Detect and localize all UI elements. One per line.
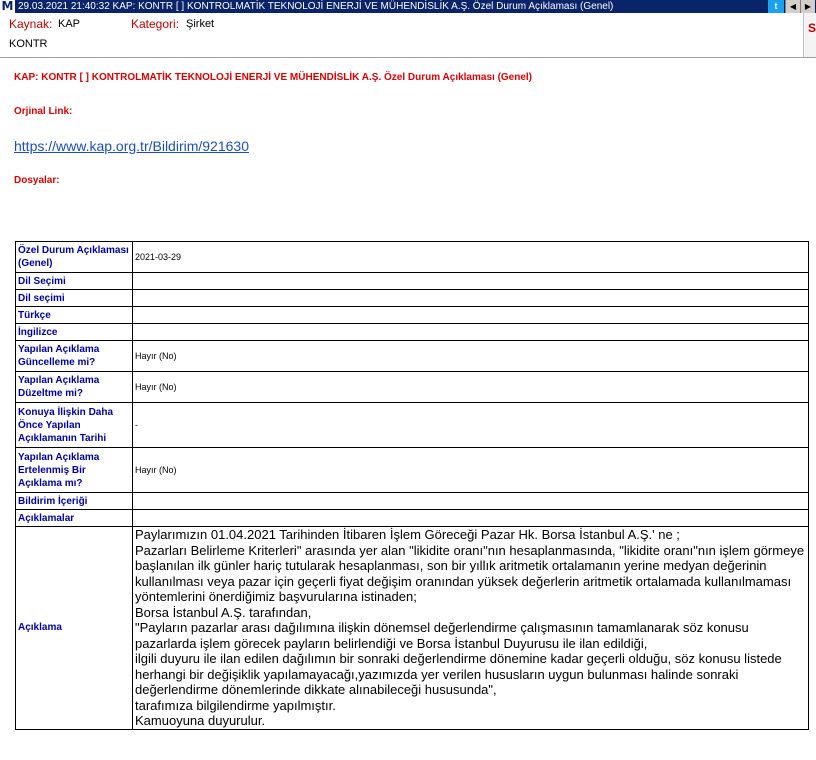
row-key: Bildirim İçeriği [16,493,133,510]
row-key: Yapılan Açıklama Düzeltme mi? [16,372,133,403]
row-key: Dil Seçimi [16,273,133,290]
table-row [16,307,809,324]
window-title: 29.03.2021 21:40:32 KAP: KONTR [ ] KONTROLMATİK TEKNOLOJİ ENERJİ VE MÜHENDİSLİK A.Ş. Özel Durum Açıklaması (Genel) [18,1,614,12]
description-key: Açıklama [16,527,133,730]
description-line: Kamuoyuna duyurulur. [135,713,266,728]
side-marker: S [808,21,816,35]
row-key: Konuya İlişkin Daha Önce Yapılan Açıklamanın Tarihi [16,403,133,448]
row-value: - [133,403,809,448]
row-value [133,493,809,510]
table-row [16,448,809,493]
title-bar [0,0,816,13]
description-line: "Payların pazarlar arası dağılımına ilişkin dönemsel değerlendirme çalışmasının tamamlanarak söz konusu pazarlarda işlem görecek payların belirlendiği ve Borsa İstanbul Duyurusu ile ilan edildiği, [135,620,749,651]
table-row [16,290,809,307]
row-key: Türkçe [16,307,133,324]
info-panel [0,13,816,58]
table-row [16,341,809,372]
files-label: Dosyalar: [14,175,60,186]
row-value: 2021-03-29 [133,242,809,273]
table-row [16,242,809,273]
row-key: Yapılan Açıklama Ertelenmiş Bir Açıklama mı? [16,448,133,493]
row-value [133,290,809,307]
row-value [133,510,809,527]
twitter-icon[interactable]: t [768,0,784,13]
row-value [133,273,809,290]
table-row [16,372,809,403]
description-line: tarafımıza bilgilendirme yapılmıştır. [135,697,336,713]
next-icon[interactable]: ▶ [800,0,815,13]
page-title: KAP: KONTR [ ] KONTROLMATİK TEKNOLOJİ ENERJİ VE MÜHENDİSLİK A.Ş. Özel Durum Açıklaması (Genel) [14,72,533,83]
description-line: Pazarları Belirleme Kriterleri" arasında yer alan "likidite oranı"nın hesaplanmasında, "likidite oranı"nın işlem görmeye başlanılan ilk günler hariç tutularak hesaplanması, son bir yıllık aritmetik ortalamanın yerine medyan değerinin kullanılması veya pazar için geçerli fiyat değişim oranından yüksek değerlerin aritmetik ortalamada kullanılmaması yöntemlerini önerdiğimiz başvurularına istinaden; [135,542,805,604]
row-value: Hayır (No) [133,341,809,372]
row-key: Yapılan Açıklama Güncelleme mi? [16,341,133,372]
original-link-label: Orjinal Link: [14,106,73,117]
row-value [133,324,809,341]
row-value: Hayır (No) [133,448,809,493]
app-logo-icon: M [1,0,14,13]
description-row [16,527,809,730]
row-key: Dil seçimi [16,290,133,307]
description-text [133,527,809,730]
prev-icon[interactable]: ◀ [785,0,800,13]
table-row [16,493,809,510]
table-row [16,510,809,527]
symbol-value: KONTR [9,38,48,50]
category-value: Şirket [186,18,215,30]
description-line: Borsa İstanbul A.Ş. tarafından, [135,604,312,620]
description-line: Paylarımızın 01.04.2021 Tarihinden İtibaren İşlem Göreceği Pazar Hk. Borsa İstanbul A.Ş.' ne ; [135,527,680,542]
side-panel [803,13,816,57]
row-value: Hayır (No) [133,372,809,403]
source-label: Kaynak: [9,17,53,31]
row-key: İngilizce [16,324,133,341]
category-label: Kategori: [131,17,180,31]
row-key: Özel Durum Açıklaması (Genel) [16,242,133,273]
table-row [16,403,809,448]
table-row [16,273,809,290]
row-value [133,307,809,324]
original-link[interactable]: https://www.kap.org.tr/Bildirim/921630 [14,138,249,154]
content-area [0,58,816,760]
description-line: ilgili duyuru ile ilan edilen dağılımın bir sonraki değerlendirme dönemine kadar geçerli olduğu, söz konusu listede herhangi bir değişiklik yapılamayacağı,yazımızda yer verilen hususların uygun bulunması halinde sonraki değerlendirme dönemlerinde dikkate alınabileceği hususunda", [135,651,782,697]
disclosure-table [15,241,809,730]
table-row [16,324,809,341]
source-value: KAP [58,18,81,30]
row-key: Açıklamalar [16,510,133,527]
